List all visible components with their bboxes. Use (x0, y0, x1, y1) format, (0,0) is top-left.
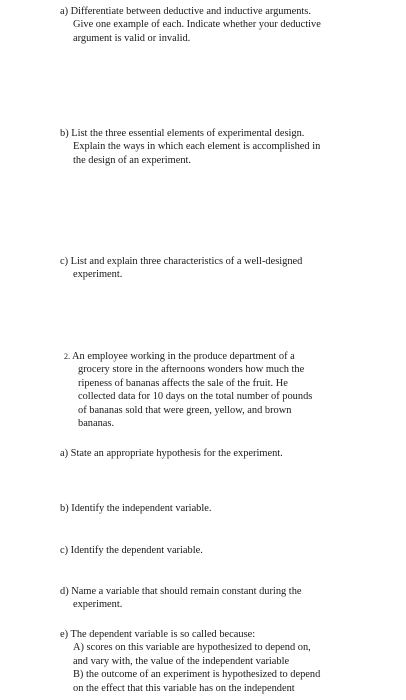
question-2-line-4: collected data for 10 days on the total number of pounds (78, 391, 313, 403)
question-2-stem (64, 350, 384, 430)
question-2-line-1 (64, 350, 384, 363)
question-1a (60, 5, 380, 45)
question-2e-line-4: B) the outcome of an experiment is hypothesized to depend (73, 669, 321, 681)
question-2e-line-3: and vary with, the value of the independent variable (73, 655, 290, 667)
question-2d (60, 585, 380, 612)
question-1c (60, 255, 380, 282)
question-1a-line-3: argument is valid or invalid. (73, 32, 191, 44)
question-1c-line-2: experiment. (73, 269, 123, 281)
question-1a-line-1: a) Differentiate between deductive and inductive arguments. (60, 6, 311, 17)
question-2-line-5: of bananas sold that were green, yellow, and brown (78, 404, 292, 416)
question-2e (60, 628, 380, 695)
question-2e-line-5: on the effect that this variable has on the independent (73, 682, 295, 694)
question-1b-line-3: the design of an experiment. (73, 154, 192, 166)
question-2c (60, 544, 380, 557)
question-2a (60, 447, 380, 460)
question-2d-line-1: d) Name a variable that should remain constant during the (60, 586, 302, 597)
question-2-line-3: ripeness of bananas affects the sale of the fruit. He (78, 377, 288, 389)
question-1b (60, 127, 380, 167)
question-2-line-1-text: An employee working in the produce department of a (72, 351, 295, 362)
question-2d-line-2: experiment. (73, 599, 123, 611)
question-2-line-2: grocery store in the afternoons wonders how much the (78, 364, 305, 376)
question-2e-line-1: e) The dependent variable is so called because: (60, 629, 256, 640)
question-2b (60, 502, 380, 515)
question-1b-line-2: Explain the ways in which each element is accomplished in (73, 141, 321, 153)
question-2c-line-1: c) Identify the dependent variable. (60, 545, 203, 556)
question-1a-line-2: Give one example of each. Indicate whether your deductive (73, 19, 321, 31)
question-2e-line-2: A) scores on this variable are hypothesized to depend on, (73, 642, 311, 654)
question-2-line-6: bananas. (78, 418, 115, 430)
question-1c-line-1: c) List and explain three characteristics of a well-designed (60, 256, 303, 267)
question-2a-line-1: a) State an appropriate hypothesis for the experiment. (60, 448, 283, 459)
question-2-number: 2. (64, 352, 70, 361)
question-1b-line-1: b) List the three essential elements of experimental design. (60, 128, 305, 139)
question-2b-line-1: b) Identify the independent variable. (60, 503, 212, 514)
